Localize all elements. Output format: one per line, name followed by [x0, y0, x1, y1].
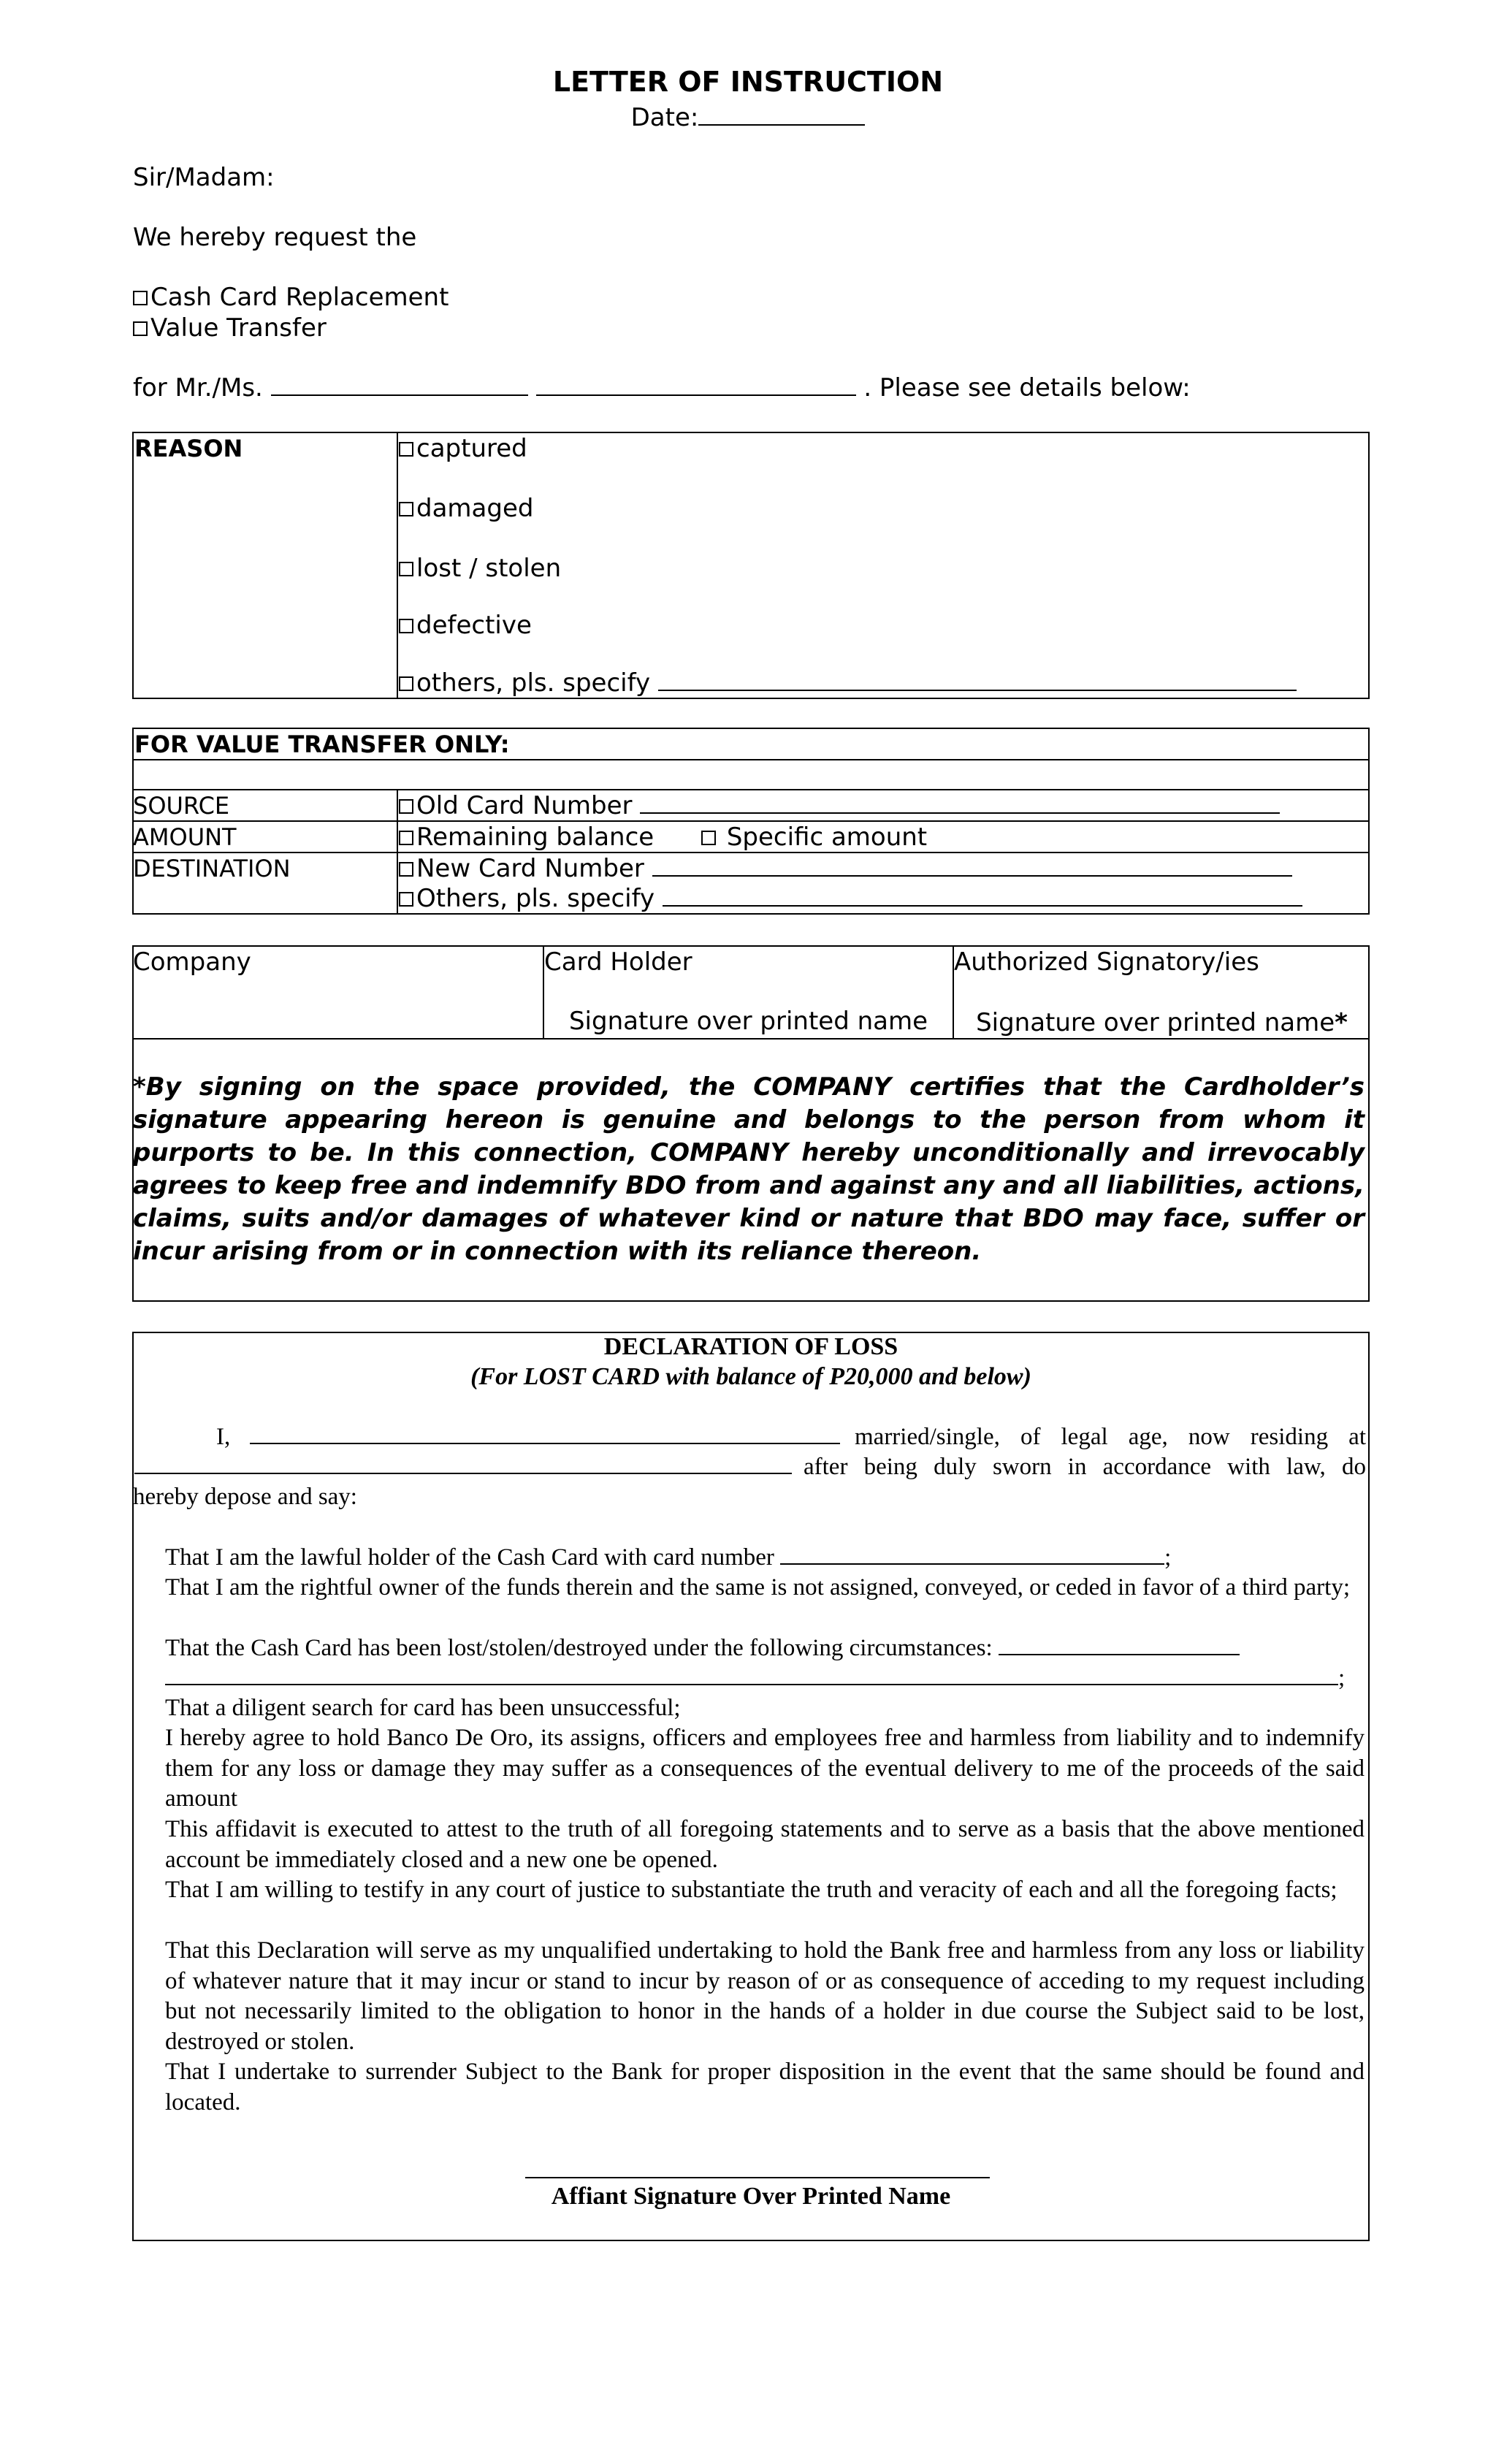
see-details-text: . Please see details below: — [863, 373, 1191, 403]
for-name-line — [133, 373, 1191, 403]
checkbox-icon[interactable] — [399, 831, 413, 845]
source-old-card-number[interactable]: Old Card Number — [399, 790, 1280, 821]
checkbox-icon[interactable] — [399, 562, 413, 576]
date-label: Date: — [630, 103, 699, 132]
depose-text: hereby depose and say: — [133, 1484, 357, 1510]
new-card-number-field[interactable] — [652, 853, 1292, 877]
option-value-transfer[interactable]: Value Transfer — [133, 313, 327, 343]
statement-surrender: That I undertake to surrender Subject to the Bank for proper disposition in the event that the same should be found and located. — [165, 2059, 1365, 2116]
destination-others[interactable]: Others, pls. specify — [399, 883, 1302, 914]
checkbox-icon[interactable] — [133, 321, 148, 336]
source-label: SOURCE — [133, 792, 230, 820]
company-label: Company — [133, 947, 251, 977]
option-cash-card-replacement[interactable]: Cash Card Replacement — [133, 282, 449, 313]
authorized-signatory-label: Authorized Signatory/ies — [954, 947, 1259, 977]
declaration-title: DECLARATION OF LOSS — [603, 1333, 898, 1360]
card-number-statement: That I am the lawful holder of the Cash Card with card number ; — [165, 1544, 1172, 1571]
statement-rightful-owner: That I am the rightful owner of the funds therein and the same is not assigned, conveyed, or ceded in favor of a third party; — [165, 1574, 1350, 1601]
checkbox-icon[interactable] — [399, 892, 413, 907]
page-title: LETTER OF INSTRUCTION — [552, 66, 944, 98]
residence-line — [134, 1452, 792, 1483]
old-card-number-field[interactable] — [640, 790, 1280, 814]
last-name-field[interactable] — [536, 373, 856, 396]
destination-new-card-number[interactable]: New Card Number — [399, 853, 1292, 884]
reason-table — [132, 432, 1370, 699]
circumstances-field[interactable] — [999, 1635, 1240, 1655]
declaration-subtitle: (For LOST CARD with balance of P20,000 and below) — [470, 1363, 1031, 1390]
checkbox-icon[interactable] — [133, 291, 148, 305]
declarant-name-field[interactable] — [250, 1424, 840, 1444]
statement-circumstances: That the Cash Card has been lost/stolen/destroyed under the following circumstances: — [165, 1633, 1240, 1664]
reason-option-captured[interactable]: captured — [399, 433, 527, 464]
statement-testify: That I am willing to testify in any court of justice to substantiate the truth and veracity of each and all the foregoing facts; — [165, 1877, 1337, 1903]
statement-hold-harmless: I hereby agree to hold Banco De Oro, its assigns, officers and employees free and harmless from liability and to indemnify them for any loss or damage they may suffer as a consequences of the eventual delivery to me of the proceeds of the said amount — [165, 1725, 1365, 1812]
checkbox-icon[interactable] — [399, 619, 413, 633]
declaration-card-number-field[interactable] — [780, 1544, 1164, 1565]
authorized-signature-line[interactable]: Signature over printed name* — [976, 1008, 1348, 1037]
first-name-field[interactable] — [271, 373, 528, 396]
checkbox-icon[interactable] — [399, 676, 413, 691]
card-holder-signature-line[interactable]: Signature over printed name — [568, 1007, 928, 1036]
reason-label: REASON — [134, 435, 243, 462]
statement-affidavit: This affidavit is executed to attest to the truth of all foregoing statements and to serve as a basis that the above mentioned account be immediately closed and a new one be opened. — [165, 1816, 1365, 1873]
sworn-text: after being duly sworn in accordance with law, do — [804, 1454, 1366, 1480]
circumstances-continuation: ; — [165, 1663, 1345, 1694]
amount-label: AMOUNT — [133, 823, 237, 851]
destination-others-field[interactable] — [663, 883, 1302, 907]
amount-specific-amount[interactable]: Specific amount — [701, 822, 927, 853]
circumstances-field-2[interactable] — [165, 1665, 1338, 1685]
company-disclaimer: *By signing on the space provided, the COMPANY certifies that the Cardholder’s signature appearing hereon is genuine and belongs to the person from whom it purports to be. In this connection, COMPANY hereby unconditionally and irrevocably agrees to keep free and indemnify BDO from and against any and all liabilities, actions, claims, suits and/or damages of whatever kind or nature that BDO may face, suffer or incur arising from or in connection with its reliance thereon. — [133, 1072, 1365, 1266]
reason-option-damaged[interactable]: damaged — [399, 493, 533, 524]
checkbox-icon[interactable] — [399, 502, 413, 516]
destination-label: DESTINATION — [133, 855, 291, 882]
reason-option-others[interactable]: others, pls. specify — [399, 668, 1297, 698]
reason-option-lost-stolen[interactable]: lost / stolen — [399, 553, 561, 584]
declarant-line: I, — [216, 1422, 840, 1453]
checkbox-icon[interactable] — [701, 831, 716, 845]
residence-field[interactable] — [134, 1454, 792, 1474]
request-text: We hereby request the — [133, 223, 417, 252]
affiant-signature-line[interactable] — [525, 2177, 990, 2178]
checkbox-icon[interactable] — [399, 799, 413, 814]
reason-others-field[interactable] — [658, 668, 1297, 691]
date-line — [0, 102, 1496, 132]
checkbox-icon[interactable] — [399, 862, 413, 877]
checkbox-icon[interactable] — [399, 442, 413, 457]
affiant-signature-label: Affiant Signature Over Printed Name — [551, 2183, 951, 2210]
married-single-text: married/single, of legal age, now residing at — [855, 1424, 1366, 1450]
statement-undertaking: That this Declaration will serve as my unqualified undertaking to hold the Bank free and harmless from any loss or liability of whatever nature that it may incur or stand to incur by reason of or as consequence of acceding to my request including but not necessarily limited to the obligation to honor in the hands of a holder in due course the Subject said to be lost, destroyed or stolen. — [165, 1937, 1365, 2055]
amount-remaining-balance[interactable]: Remaining balance — [399, 822, 654, 853]
salutation: Sir/Madam: — [133, 163, 275, 192]
date-field[interactable] — [698, 102, 865, 126]
reason-option-defective[interactable]: defective — [399, 610, 532, 641]
card-holder-label: Card Holder — [544, 947, 692, 977]
value-transfer-heading: FOR VALUE TRANSFER ONLY: — [134, 731, 510, 758]
statement-diligent-search: That a diligent search for card has been unsuccessful; — [165, 1695, 681, 1721]
for-label: for Mr./Ms. — [133, 373, 263, 403]
